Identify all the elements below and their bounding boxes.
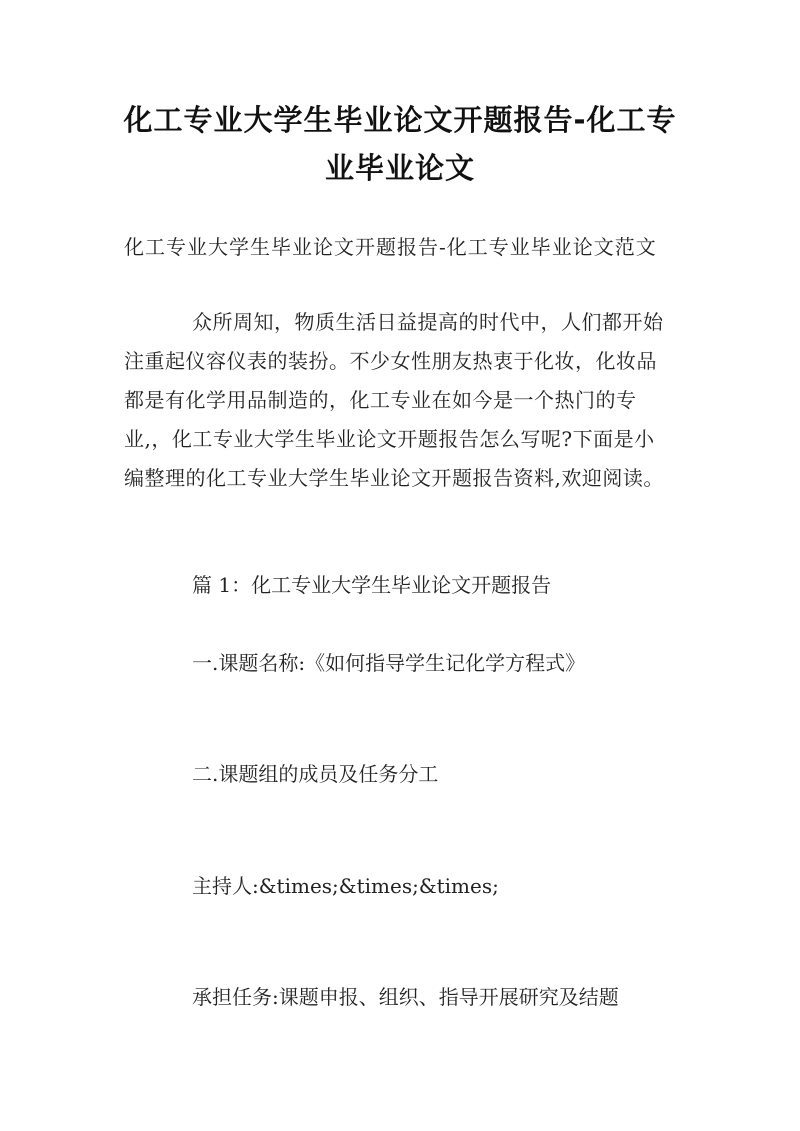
- intro-paragraph: [124, 303, 684, 498]
- document-subtitle: 化工专业大学生毕业论文开题报告-化工专业毕业论文范文: [124, 235, 657, 259]
- intro-line-2: 注重起仪容仪表的装扮。不少女性朋友热衷于化妆，化妆品: [124, 349, 657, 373]
- document-title: [110, 96, 690, 192]
- task-line: 承担任务:课题申报、组织、指导开展研究及结题: [192, 985, 619, 1009]
- chapter-heading: 篇 1：化工专业大学生毕业论文开题报告: [192, 573, 552, 597]
- intro-line-5: 编整理的化工专业大学生毕业论文开题报告资料,欢迎阅读。: [124, 466, 664, 490]
- title-line-1: 化工专业大学生毕业论文开题报告-化工专: [123, 103, 677, 137]
- intro-line-1: 众所周知，物质生活日益提高的时代中，人们都开始: [192, 310, 664, 334]
- intro-line-4: 业,，化工专业大学生毕业论文开题报告怎么写呢?下面是小: [124, 427, 655, 451]
- team-members-item: 二.课题组的成员及任务分工: [192, 762, 439, 786]
- intro-line-3: 都是有化学用品制造的，化工专业在如今是一个热门的专: [124, 388, 637, 412]
- topic-name-item: 一.课题名称:《如何指导学生记化学方程式》: [192, 651, 586, 675]
- title-line-2: 业毕业论文: [324, 151, 475, 185]
- host-line: 主持人:&times;&times;&times;: [192, 874, 499, 898]
